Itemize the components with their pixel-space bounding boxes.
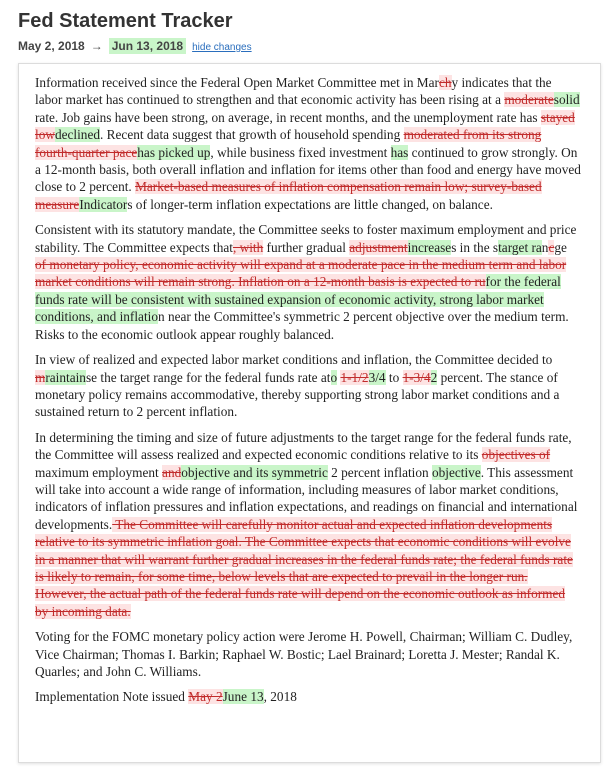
deleted-text: c: [548, 239, 555, 255]
deleted-text: adjustment: [349, 239, 408, 255]
inserted-text: declined: [54, 127, 100, 143]
paragraph-1: [35, 74, 581, 213]
inserted-text: for the federal funds rate will be consistent with sustained expansion of economic activity, strong labor market conditions, and inflatio: [35, 274, 561, 325]
unchanged-text: maximum employment: [35, 464, 163, 480]
unchanged-text: n: [541, 239, 549, 255]
unchanged-text: n near the Committee's symmetric 2 percent objective over the medium term. Risks to the economic outlook appear roughly balanced.: [35, 309, 569, 342]
unchanged-text: Consistent with its statutory mandate, the Committee seeks to foster maximum employment and price stability. The Committee expects that: [35, 222, 577, 255]
deleted-text: and: [162, 464, 182, 480]
unchanged-text: Voting for the FOMC monetary policy action were Jerome H. Powell, Chairman; William C. Dudley, Vice Chairman; Thomas I. Barkin; Raphael W. Bostic; Lael Brainard; Loretta J. Mester; Randal K. Quarles; and John C. Williams.: [35, 629, 573, 679]
deleted-text: of monetary policy, economic activity will expand at a moderate pace in the medium term and labor market conditions will remain strong. Inflation on a 12-month basis is expected to ru: [35, 257, 567, 290]
unchanged-text: , while business fixed investment: [210, 144, 391, 160]
deleted-text: 1-1/2: [340, 369, 369, 385]
statement-text: [35, 74, 581, 714]
unchanged-text: . This assessment will take into account a wide range of information, including measures of labor market conditions, indicators of inflation pressures and inflation expectations, and readings on financial and international developments.: [35, 464, 578, 532]
deleted-text: Market-based measures of inflation compensation remain low; survey-based measure: [35, 179, 542, 212]
unchanged-text: percent. The stance of monetary policy remains accommodative, thereby supporting strong labor market conditions and a sustained return to 2 percent inflation.: [35, 369, 560, 420]
to-date: Jun 13, 2018: [109, 38, 186, 54]
paragraph-5: [35, 628, 581, 680]
paragraph-6: [35, 688, 581, 705]
deleted-text: 1-3/4: [402, 369, 431, 385]
inserted-text: raintain: [45, 369, 86, 385]
unchanged-text: continued to grow strongly. On a 12-month basis, both overall inflation and inflation for items other than food and energy have moved close to 2 percent.: [35, 144, 581, 195]
inserted-text: objective and its symmetric: [181, 464, 328, 480]
unchanged-text: ge: [554, 239, 567, 255]
unchanged-text: In view of realized and expected labor market conditions and inflation, the Committee decided to: [35, 352, 553, 368]
inserted-text: 2: [430, 369, 438, 385]
inserted-text: increase: [407, 239, 452, 255]
inserted-text: June 13: [222, 689, 264, 705]
unchanged-text: rate. Job gains have been strong, on average, in recent months, and the unemployment rate has: [35, 109, 541, 125]
deleted-text: objectives of: [481, 447, 551, 463]
unchanged-text: s of longer-term inflation expectations are little changed, on balance.: [127, 196, 493, 212]
unchanged-text: Implementation Note issued: [35, 689, 189, 705]
arrow-right-icon: →: [90, 39, 103, 53]
deleted-text: moderated from its strong fourth-quarter pace: [35, 127, 542, 160]
inserted-text: has picked up: [137, 144, 211, 160]
inserted-text: objective: [431, 464, 481, 480]
hide-changes-link[interactable]: hide changes: [192, 42, 252, 53]
date-comparison: [18, 39, 252, 53]
inserted-text: o: [330, 369, 338, 385]
inserted-text: solid: [553, 92, 580, 108]
inserted-text: target ra: [498, 239, 542, 255]
deleted-text: , with: [232, 239, 264, 255]
unchanged-text: , 2018: [263, 689, 297, 705]
deleted-text: ch: [438, 75, 452, 90]
inserted-text: has: [390, 144, 409, 160]
inserted-text: Indicator: [79, 196, 128, 212]
deleted-text: May 2: [188, 689, 223, 705]
paragraph-2: [35, 221, 581, 343]
deleted-text: stayed low: [35, 109, 575, 143]
unchanged-text: 2 percent inflation: [327, 464, 432, 480]
unchanged-text: y indicates that the labor market has continued to strengthen and that economic activity has been rising at a: [35, 75, 552, 108]
statement-card: [18, 63, 601, 763]
inserted-text: 3/4: [368, 369, 386, 385]
page-title: Fed Statement Tracker: [18, 10, 233, 32]
unchanged-text: to: [385, 369, 403, 385]
unchanged-text: In determining the timing and size of future adjustments to the target range for the federal funds rate, the Committee will assess realized and expected economic conditions relative to its: [35, 429, 572, 463]
paragraph-3: [35, 351, 581, 421]
unchanged-text: Information received since the Federal Open Market Committee met in Mar: [35, 75, 439, 90]
deleted-text: m: [35, 369, 46, 385]
unchanged-text: further gradual: [263, 239, 350, 255]
unchanged-text: se the target range for the federal funds rate at: [85, 369, 331, 385]
paragraph-4: [35, 429, 581, 620]
unchanged-text: s in the s: [451, 239, 499, 255]
deleted-text: moderate: [504, 92, 554, 108]
from-date: May 2, 2018: [18, 39, 85, 53]
header: [0, 0, 613, 60]
deleted-text: The Committee will carefully monitor actual and expected inflation developments relative to its symmetric inflation goal. The Committee expects that economic conditions will evolve in a manner that will warrant further gradual increases in the federal funds rate; the federal funds rate is likely to remain, for some time, below levels that are expected to prevail in the longer run. However, the actual path of the federal funds rate will depend on the economic outlook as informed by incoming data.: [35, 516, 573, 619]
unchanged-text: . Recent data suggest that growth of household spending: [100, 127, 404, 143]
